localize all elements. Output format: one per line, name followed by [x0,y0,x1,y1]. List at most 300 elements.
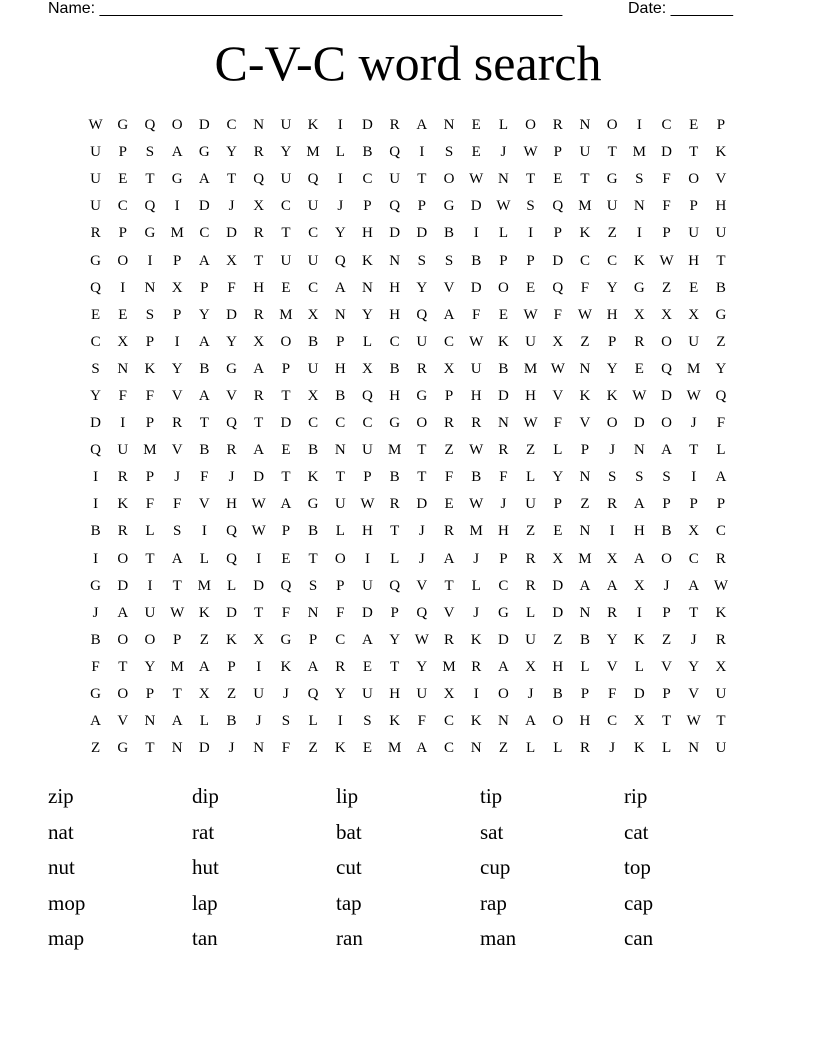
grid-letter: B [579,631,590,648]
grid-letter: R [525,577,536,594]
grid-letter: C [444,740,455,757]
grid-letter: E [444,496,454,513]
grid-letter: V [606,658,618,675]
grid-letter: C [308,415,319,432]
grid-letter: O [117,252,129,269]
grid-letter: X [253,631,265,648]
grid-letter: Q [226,415,237,432]
grid-letter: X [253,333,265,350]
grid-letter: V [443,604,455,621]
word-list-item: man [480,926,517,950]
grid-letter: N [443,117,455,134]
grid-letter: R [444,631,455,648]
grid-letter: T [716,252,726,269]
grid-letter: S [145,144,155,161]
grid-letter: P [281,360,291,377]
grid-letter: P [553,496,562,513]
grid-letter: X [307,306,319,323]
grid-letter: X [117,333,129,350]
grid-letter: Q [334,252,346,269]
grid-letter: V [198,496,210,513]
grid-letter: T [226,171,237,188]
grid-letter: Y [606,279,618,296]
grid-letter: D [633,686,645,703]
grid-letter: C [308,279,319,296]
grid-letter: Z [716,333,726,350]
word-list-item: dip [192,784,219,808]
grid-letter: J [690,415,697,432]
grid-letter: Z [526,442,536,459]
grid-letter: L [199,713,209,730]
grid-letter: Q [280,577,292,594]
grid-letter: Y [334,686,346,703]
grid-letter: V [171,442,183,459]
grid-letter: R [335,658,346,675]
grid-letter: M [387,442,402,459]
grid-letter: V [171,387,183,404]
grid-letter: Q [90,279,102,296]
grid-letter: P [716,117,726,134]
grid-letter: W [88,117,103,134]
grid-letter: C [362,171,373,188]
grid-letter: V [715,171,727,188]
grid-letter: T [417,469,427,486]
grid-letter: D [416,225,428,242]
grid-letter: X [443,686,455,703]
grid-letter: E [634,360,644,377]
grid-letter: D [389,225,401,242]
grid-letter: T [390,523,400,540]
grid-letter: E [471,117,481,134]
grid-letter: T [308,550,318,567]
grid-letter: D [552,604,564,621]
grid-letter: J [418,523,425,540]
grid-letter: L [526,604,536,621]
grid-letter: E [91,306,101,323]
word-list-item: bat [336,819,362,844]
grid-letter: A [253,442,265,459]
grid-letter: H [470,387,482,404]
grid-letter: I [147,252,153,269]
grid-letter: T [118,658,128,675]
grid-letter: P [145,415,155,432]
grid-letter: S [417,252,427,269]
grid-letter: T [390,658,400,675]
grid-letter: X [661,306,672,323]
grid-letter: T [607,144,617,161]
grid-letter: L [226,577,237,594]
grid-letter: U [715,686,727,703]
grid-letter: W [632,387,647,404]
word-list-item: tap [336,890,362,915]
grid-letter: W [550,360,565,377]
grid-letter: A [688,577,700,594]
grid-letter: U [90,144,102,161]
grid-letter: L [526,740,536,757]
grid-letter: P [118,144,127,161]
grid-letter: I [636,225,642,242]
grid-letter: E [281,550,291,567]
grid-letter: J [174,469,181,486]
grid-letter: D [198,198,210,215]
grid-letter: S [444,144,454,161]
grid-letter: Y [389,631,401,648]
grid-letter: R [253,387,264,404]
grid-letter: C [607,713,618,730]
grid-letter: D [552,577,564,594]
grid-letter: T [526,171,536,188]
grid-letter: I [201,523,207,540]
grid-letter: B [552,686,563,703]
grid-letter: O [525,117,537,134]
grid-letter: G [443,198,455,215]
grid-letter: A [198,171,210,188]
grid-letter: Z [661,631,672,648]
grid-letter: W [496,198,511,215]
grid-letter: P [363,469,372,486]
grid-letter: R [444,415,455,432]
grid-letter: R [90,225,101,242]
grid-letter: Q [307,171,319,188]
grid-letter: I [174,198,180,215]
grid-letter: P [363,198,372,215]
grid-letter: M [469,523,483,540]
grid-letter: I [528,225,534,242]
grid-letter: L [661,740,672,757]
grid-letter: Q [416,604,428,621]
grid-letter: N [579,523,591,540]
grid-letter: F [716,415,726,432]
grid-letter: P [417,198,427,215]
grid-letter: T [254,604,264,621]
grid-letter: F [662,171,671,188]
grid-letter: T [145,550,155,567]
grid-letter: A [171,144,183,161]
grid-letter: S [635,171,644,188]
grid-letter: X [226,252,237,269]
grid-letter: D [90,415,102,432]
grid-letter: A [633,550,645,567]
grid-letter: B [471,469,482,486]
grid-letter: U [416,686,428,703]
grid-letter: I [636,604,642,621]
grid-letter: A [443,550,455,567]
grid-letter: U [525,631,537,648]
grid-letter: L [471,577,481,594]
grid-letter: A [117,604,129,621]
grid-letter: K [334,740,346,757]
grid-letter: R [498,442,509,459]
grid-letter: B [335,387,346,404]
grid-letter: C [579,252,590,269]
grid-letter: F [553,415,562,432]
grid-letter: U [307,198,319,215]
grid-letter: N [171,740,183,757]
grid-letter: L [553,442,563,459]
grid-letter: G [171,171,183,188]
grid-letter: W [713,577,728,594]
grid-letter: H [334,360,346,377]
grid-letter: G [389,415,401,432]
grid-letter: Y [688,658,700,675]
grid-letter: S [526,198,535,215]
grid-letter: G [307,496,319,513]
grid-letter: U [579,144,591,161]
grid-letter: P [553,225,562,242]
grid-letter: F [499,469,508,486]
grid-letter: R [471,658,482,675]
grid-letter: D [497,631,509,648]
grid-letter: R [253,306,264,323]
grid-letter: Q [715,387,727,404]
grid-letter: J [228,469,235,486]
grid-letter: X [552,550,564,567]
grid-letter: F [662,198,671,215]
grid-letter: N [362,279,373,296]
word-list-item: top [624,855,651,879]
grid-letter: I [337,117,343,134]
grid-letter: T [254,415,264,432]
grid-letter: P [145,333,155,350]
grid-letter: U [90,198,102,215]
grid-letter: A [362,631,373,648]
grid-letter: R [579,740,590,757]
word-list-item: rat [192,819,215,844]
grid-letter: Z [580,333,590,350]
grid-letter: V [552,387,564,404]
grid-letter: G [90,686,102,703]
grid-letter: A [171,713,183,730]
word-list-item: lap [192,890,218,915]
word-list-item: zip [48,784,74,808]
grid-letter: H [633,523,645,540]
grid-letter: D [198,740,210,757]
grid-letter: Z [580,496,590,513]
grid-letter: Y [362,306,373,323]
grid-letter: L [362,333,373,350]
grid-letter: G [606,171,618,188]
grid-letter: W [686,387,701,404]
grid-letter: X [307,387,319,404]
grid-letter: H [688,252,700,269]
grid-letter: R [117,469,128,486]
grid-letter: Y [90,387,102,404]
grid-letter: M [306,144,320,161]
grid-letter: N [579,469,591,486]
grid-letter: P [499,550,508,567]
word-list-item: hut [192,855,219,879]
grid-letter: V [416,577,428,594]
grid-letter: D [198,117,210,134]
grid-letter: W [469,496,484,513]
grid-letter: C [661,117,672,134]
grid-letter: O [117,686,129,703]
grid-letter: N [253,740,265,757]
grid-letter: A [253,360,265,377]
grid-letter: O [661,415,672,432]
grid-letter: X [633,306,645,323]
grid-letter: R [416,360,427,377]
grid-letter: X [688,306,700,323]
grid-letter: H [389,306,401,323]
grid-letter: P [580,442,590,459]
grid-letter: B [308,523,319,540]
grid-letter: P [499,252,508,269]
grid-letter: R [715,631,726,648]
grid-letter: U [688,333,700,350]
letter-grid [82,112,735,762]
grid-letter: M [279,306,293,323]
grid-letter: Q [661,360,672,377]
grid-letter: U [525,333,537,350]
grid-letter: B [444,225,455,242]
grid-letter: W [170,604,185,621]
grid-letter: S [444,252,454,269]
word-list-item: cut [336,855,362,879]
grid-letter: I [473,225,479,242]
grid-letter: C [199,225,210,242]
word-list-item: can [624,926,654,950]
grid-letter: P [308,631,318,648]
grid-letter: Q [253,171,265,188]
word-list-item: cat [624,819,649,844]
grid-letter: P [281,523,291,540]
grid-letter: T [281,387,291,404]
grid-letter: X [525,658,537,675]
grid-letter: U [470,360,482,377]
grid-letter: D [117,577,129,594]
grid-letter: V [443,279,455,296]
grid-letter: A [90,713,102,730]
grid-letter: E [281,442,291,459]
grid-letter: Q [226,550,237,567]
grid-letter: O [334,550,346,567]
grid-letter: H [715,198,727,215]
grid-letter: G [633,279,645,296]
grid-letter: O [117,631,129,648]
page-title: C-V-C word search [214,35,602,91]
grid-letter: J [337,198,344,215]
grid-letter: M [170,658,184,675]
grid-letter: N [389,252,401,269]
grid-letter: Y [715,360,727,377]
grid-letter: B [471,252,482,269]
grid-letter: J [228,198,235,215]
grid-letter: D [552,252,564,269]
grid-letter: V [579,415,591,432]
grid-letter: I [256,550,262,567]
grid-letter: A [334,279,346,296]
grid-letter: K [280,658,292,675]
grid-letter: A [198,333,210,350]
grid-letter: C [308,225,319,242]
grid-letter: H [525,387,537,404]
grid-letter: J [282,686,289,703]
grid-letter: Q [552,279,564,296]
grid-letter: R [172,415,183,432]
grid-letter: S [308,577,318,594]
grid-letter: U [280,171,292,188]
grid-letter: P [145,469,155,486]
word-list-item: ran [336,926,363,950]
grid-letter: N [497,171,509,188]
grid-letter: V [117,713,129,730]
grid-letter: U [688,225,700,242]
grid-letter: R [444,523,455,540]
grid-letter: D [280,415,292,432]
grid-letter: P [662,496,671,513]
grid-letter: F [444,469,454,486]
grid-letter: H [253,279,265,296]
grid-letter: Z [226,686,237,703]
grid-letter: Q [362,387,373,404]
grid-letter: L [145,523,155,540]
word-list-item: nut [48,855,75,879]
grid-letter: K [633,252,645,269]
grid-letter: G [117,740,129,757]
word-list [48,780,768,958]
grid-letter: O [661,550,672,567]
grid-letter: T [444,577,454,594]
grid-letter: A [198,387,210,404]
grid-letter: Y [606,360,618,377]
grid-letter: W [577,306,593,323]
grid-letter: Z [661,279,672,296]
grid-letter: V [226,387,237,404]
word-list-item: rip [624,784,648,808]
grid-letter: X [198,686,210,703]
grid-letter: G [117,117,129,134]
grid-letter: W [523,306,538,323]
grid-letter: H [606,306,618,323]
grid-letter: W [414,631,429,648]
grid-letter: P [580,686,590,703]
grid-letter: D [497,387,509,404]
grid-letter: U [525,496,537,513]
grid-letter: A [198,658,210,675]
grid-letter: R [634,333,645,350]
grid-letter: H [362,225,373,242]
word-list-item: tan [192,926,218,950]
grid-letter: O [552,713,564,730]
grid-letter: N [144,713,156,730]
grid-letter: V [661,658,672,675]
grid-letter: K [470,713,482,730]
grid-letter: P [172,252,182,269]
grid-letter: J [418,550,425,567]
grid-letter: A [171,550,183,567]
grid-letter: K [470,631,482,648]
grid-letter: T [254,252,264,269]
grid-letter: L [526,469,536,486]
grid-letter: B [362,144,373,161]
grid-letter: L [498,117,508,134]
grid-letter: S [662,469,671,486]
grid-letter: R [525,550,536,567]
grid-letter: C [362,415,373,432]
grid-letter: S [281,713,291,730]
grid-letter: N [497,415,509,432]
grid-letter: I [473,686,479,703]
grid-letter: X [443,360,455,377]
grid-letter: I [93,469,99,486]
grid-letter: J [609,442,616,459]
grid-letter: Q [226,523,237,540]
grid-letter: E [118,306,128,323]
grid-letter: Z [199,631,209,648]
grid-letter: I [93,496,99,513]
grid-letter: J [228,740,235,757]
